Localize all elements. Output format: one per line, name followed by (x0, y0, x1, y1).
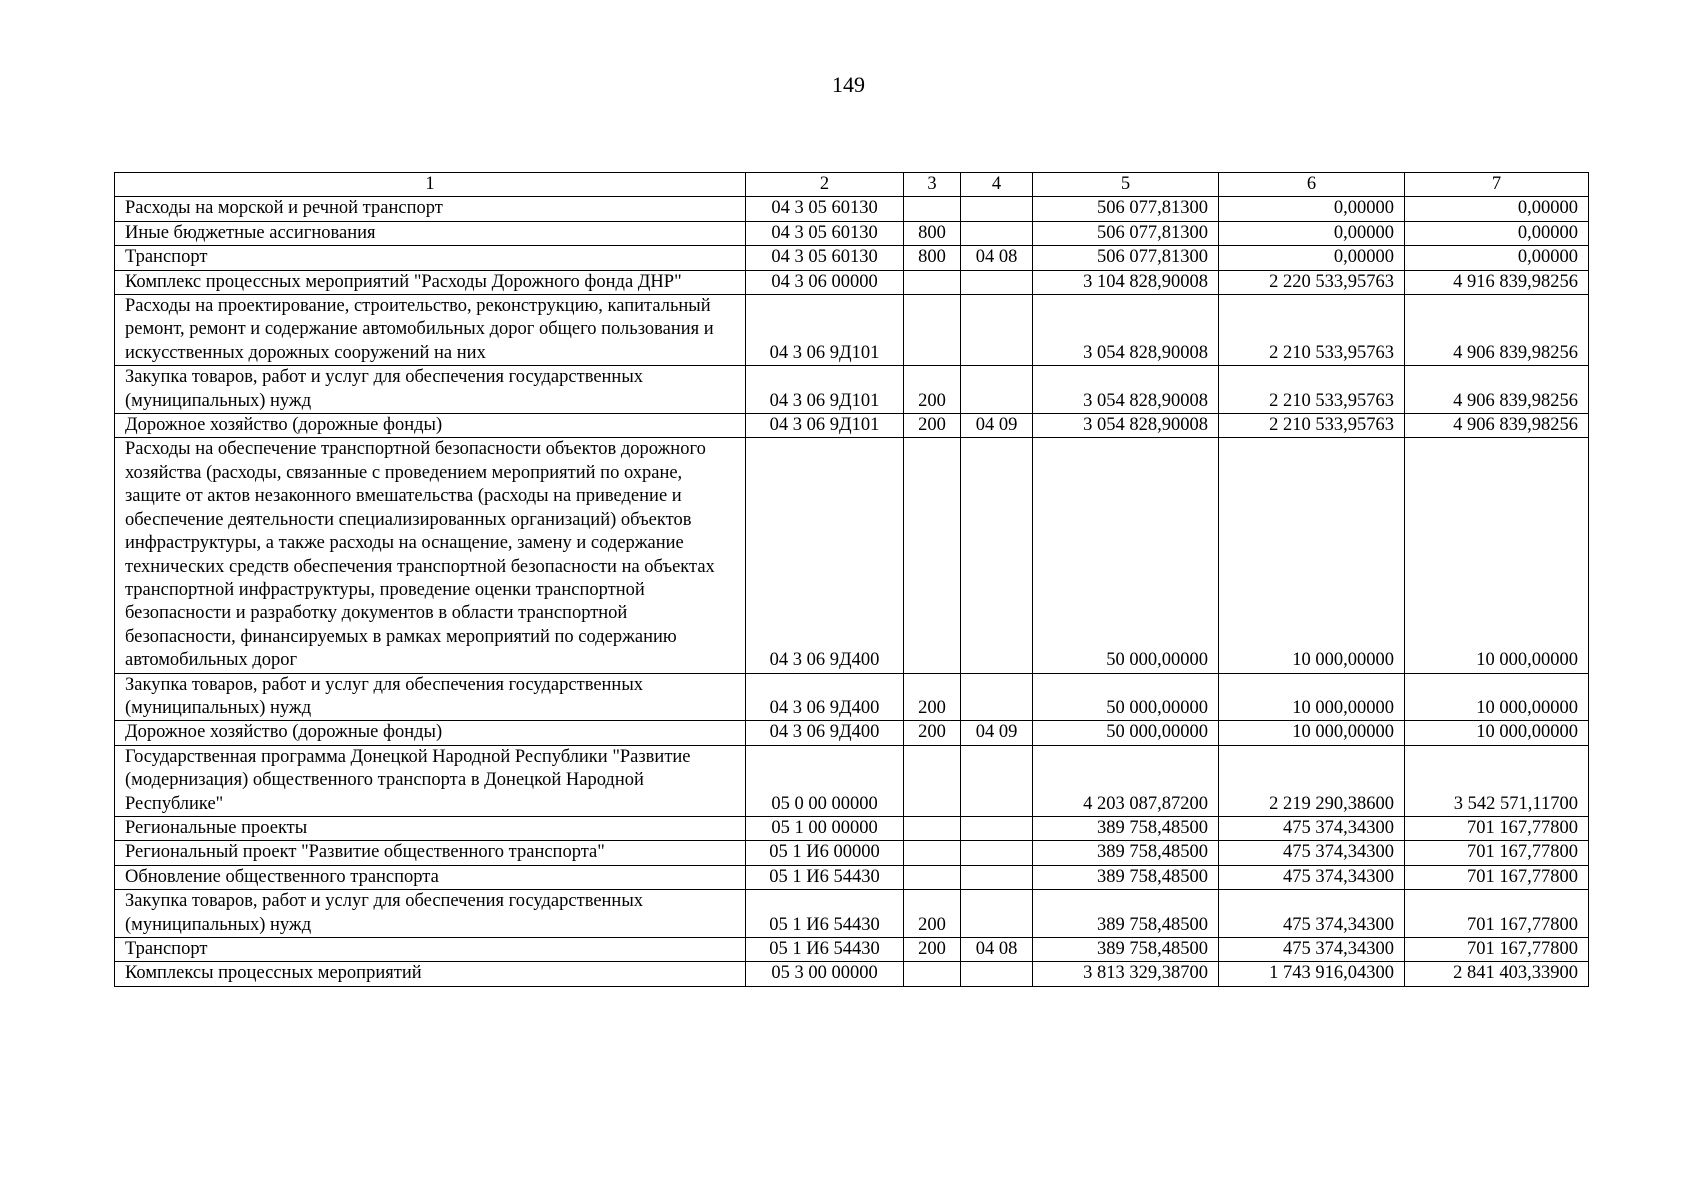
row-code-cell: 05 1 00 00000 (746, 816, 904, 840)
row-amount-col7-cell: 0,00000 (1405, 246, 1589, 270)
row-amount-col6-cell: 2 219 290,38600 (1219, 745, 1405, 816)
row-expense-type-cell (904, 197, 961, 221)
row-name-cell: Комплекс процессных мероприятий "Расходы Дорожного фонда ДНР" (115, 270, 746, 294)
row-amount-col5-cell: 506 077,81300 (1033, 221, 1219, 245)
row-amount-col6-cell: 10 000,00000 (1219, 438, 1405, 673)
column-header-4: 4 (961, 173, 1033, 197)
row-code-cell: 04 3 05 60130 (746, 221, 904, 245)
row-amount-col7-cell: 10 000,00000 (1405, 673, 1589, 721)
row-code-cell: 04 3 05 60130 (746, 246, 904, 270)
table-row (115, 890, 1589, 938)
table-row (115, 745, 1589, 816)
table-row (115, 816, 1589, 840)
table-body (115, 197, 1589, 986)
row-expense-type-cell: 200 (904, 721, 961, 745)
column-header-2: 2 (746, 173, 904, 197)
row-section-cell (961, 270, 1033, 294)
row-section-cell (961, 841, 1033, 865)
row-amount-col7-cell: 701 167,77800 (1405, 841, 1589, 865)
row-amount-col7-cell: 0,00000 (1405, 221, 1589, 245)
row-name-cell: Комплексы процессных мероприятий (115, 962, 746, 986)
row-amount-col7-cell: 3 542 571,11700 (1405, 745, 1589, 816)
row-amount-col6-cell: 2 210 533,95763 (1219, 366, 1405, 414)
row-expense-type-cell (904, 745, 961, 816)
row-expense-type-cell: 200 (904, 890, 961, 938)
row-amount-col6-cell: 0,00000 (1219, 221, 1405, 245)
row-amount-col7-cell: 0,00000 (1405, 197, 1589, 221)
row-amount-col5-cell: 50 000,00000 (1033, 438, 1219, 673)
row-section-cell (961, 890, 1033, 938)
row-code-cell: 04 3 05 60130 (746, 197, 904, 221)
row-code-cell: 04 3 06 9Д400 (746, 438, 904, 673)
row-section-cell (961, 197, 1033, 221)
row-section-cell: 04 08 (961, 938, 1033, 962)
table-row (115, 938, 1589, 962)
row-name-cell: Расходы на проектирование, строительство, реконструкцию, капитальный ремонт, ремонт и содержание автомобильных дорог общего пользования и искусственных дорожных сооружений на них (115, 295, 746, 366)
column-header-3: 3 (904, 173, 961, 197)
row-amount-col5-cell: 50 000,00000 (1033, 721, 1219, 745)
row-name-cell: Расходы на морской и речной транспорт (115, 197, 746, 221)
column-header-7: 7 (1405, 173, 1589, 197)
row-amount-col6-cell: 475 374,34300 (1219, 841, 1405, 865)
row-code-cell: 05 1 И6 00000 (746, 841, 904, 865)
row-amount-col5-cell: 3 054 828,90008 (1033, 414, 1219, 438)
row-code-cell: 04 3 06 9Д101 (746, 366, 904, 414)
row-section-cell (961, 673, 1033, 721)
row-section-cell: 04 09 (961, 721, 1033, 745)
row-amount-col5-cell: 4 203 087,87200 (1033, 745, 1219, 816)
row-expense-type-cell: 200 (904, 938, 961, 962)
row-section-cell (961, 438, 1033, 673)
table-row (115, 270, 1589, 294)
row-amount-col6-cell: 2 220 533,95763 (1219, 270, 1405, 294)
row-amount-col5-cell: 3 054 828,90008 (1033, 366, 1219, 414)
row-code-cell: 05 0 00 00000 (746, 745, 904, 816)
table-row (115, 841, 1589, 865)
row-name-cell: Обновление общественного транспорта (115, 865, 746, 889)
row-amount-col5-cell: 389 758,48500 (1033, 816, 1219, 840)
row-code-cell: 04 3 06 9Д400 (746, 673, 904, 721)
table-row (115, 366, 1589, 414)
row-name-cell: Региональные проекты (115, 816, 746, 840)
row-amount-col7-cell: 10 000,00000 (1405, 721, 1589, 745)
row-expense-type-cell: 200 (904, 366, 961, 414)
row-section-cell (961, 295, 1033, 366)
row-name-cell: Транспорт (115, 938, 746, 962)
row-expense-type-cell (904, 841, 961, 865)
table-row (115, 221, 1589, 245)
row-amount-col6-cell: 475 374,34300 (1219, 816, 1405, 840)
row-amount-col7-cell: 701 167,77800 (1405, 816, 1589, 840)
row-code-cell: 05 3 00 00000 (746, 962, 904, 986)
table-row (115, 962, 1589, 986)
row-expense-type-cell (904, 295, 961, 366)
row-name-cell: Региональный проект "Развитие общественного транспорта" (115, 841, 746, 865)
row-amount-col5-cell: 389 758,48500 (1033, 938, 1219, 962)
row-section-cell (961, 366, 1033, 414)
row-expense-type-cell: 200 (904, 673, 961, 721)
row-amount-col5-cell: 3 054 828,90008 (1033, 295, 1219, 366)
row-name-cell: Государственная программа Донецкой Народной Республики "Развитие (модернизация) общественного транспорта в Донецкой Народной Республике" (115, 745, 746, 816)
row-code-cell: 04 3 06 9Д400 (746, 721, 904, 745)
row-code-cell: 05 1 И6 54430 (746, 865, 904, 889)
table-row (115, 414, 1589, 438)
row-amount-col6-cell: 10 000,00000 (1219, 673, 1405, 721)
row-amount-col5-cell: 389 758,48500 (1033, 841, 1219, 865)
row-expense-type-cell (904, 865, 961, 889)
table-header-row (115, 173, 1589, 197)
row-expense-type-cell: 200 (904, 414, 961, 438)
row-amount-col7-cell: 701 167,77800 (1405, 865, 1589, 889)
row-code-cell: 05 1 И6 54430 (746, 938, 904, 962)
row-section-cell (961, 221, 1033, 245)
row-section-cell (961, 962, 1033, 986)
row-amount-col5-cell: 389 758,48500 (1033, 865, 1219, 889)
row-name-cell: Транспорт (115, 246, 746, 270)
row-name-cell: Дорожное хозяйство (дорожные фонды) (115, 414, 746, 438)
row-section-cell: 04 09 (961, 414, 1033, 438)
page-number: 149 (832, 72, 865, 97)
row-name-cell: Закупка товаров, работ и услуг для обеспечения государственных (муниципальных) нужд (115, 366, 746, 414)
row-amount-col5-cell: 3 104 828,90008 (1033, 270, 1219, 294)
row-amount-col7-cell: 701 167,77800 (1405, 938, 1589, 962)
row-expense-type-cell (904, 816, 961, 840)
row-name-cell: Закупка товаров, работ и услуг для обеспечения государственных (муниципальных) нужд (115, 673, 746, 721)
row-expense-type-cell: 800 (904, 221, 961, 245)
row-expense-type-cell (904, 438, 961, 673)
row-expense-type-cell: 800 (904, 246, 961, 270)
row-amount-col6-cell: 10 000,00000 (1219, 721, 1405, 745)
row-section-cell (961, 816, 1033, 840)
row-amount-col7-cell: 10 000,00000 (1405, 438, 1589, 673)
row-name-cell: Расходы на обеспечение транспортной безопасности объектов дорожного хозяйства (расходы, связанные с проведением мероприятий по охране, защите от актов незаконного вмешательства (расходы на приведение и обеспечение деятельности специализированных организаций) объектов инфраструктуры, а также расходы на оснащение, замену и содержание технических средств обеспечения транспортной безопасности на объектах транспортной инфраструктуры, проведение оценки транспортной безопасности и разработку документов в области транспортной безопасности, финансируемых в рамках мероприятий по содержанию автомобильных дорог (115, 438, 746, 673)
row-amount-col6-cell: 475 374,34300 (1219, 938, 1405, 962)
row-expense-type-cell (904, 962, 961, 986)
row-amount-col6-cell: 0,00000 (1219, 197, 1405, 221)
row-amount-col7-cell: 4 916 839,98256 (1405, 270, 1589, 294)
row-amount-col6-cell: 475 374,34300 (1219, 865, 1405, 889)
table-row (115, 673, 1589, 721)
row-amount-col6-cell: 2 210 533,95763 (1219, 414, 1405, 438)
budget-table (114, 172, 1589, 987)
row-code-cell: 04 3 06 9Д101 (746, 295, 904, 366)
table-row (115, 865, 1589, 889)
row-name-cell: Дорожное хозяйство (дорожные фонды) (115, 721, 746, 745)
row-amount-col6-cell: 475 374,34300 (1219, 890, 1405, 938)
row-amount-col7-cell: 4 906 839,98256 (1405, 414, 1589, 438)
row-amount-col5-cell: 3 813 329,38700 (1033, 962, 1219, 986)
table-row (115, 295, 1589, 366)
table-row (115, 197, 1589, 221)
row-amount-col5-cell: 506 077,81300 (1033, 246, 1219, 270)
row-name-cell: Иные бюджетные ассигнования (115, 221, 746, 245)
row-code-cell: 04 3 06 9Д101 (746, 414, 904, 438)
row-amount-col5-cell: 506 077,81300 (1033, 197, 1219, 221)
row-section-cell (961, 865, 1033, 889)
row-amount-col6-cell: 2 210 533,95763 (1219, 295, 1405, 366)
row-section-cell: 04 08 (961, 246, 1033, 270)
column-header-5: 5 (1033, 173, 1219, 197)
column-header-1: 1 (115, 173, 746, 197)
row-amount-col5-cell: 50 000,00000 (1033, 673, 1219, 721)
row-code-cell: 04 3 06 00000 (746, 270, 904, 294)
row-section-cell (961, 745, 1033, 816)
row-amount-col7-cell: 4 906 839,98256 (1405, 295, 1589, 366)
row-amount-col7-cell: 701 167,77800 (1405, 890, 1589, 938)
table-row (115, 438, 1589, 673)
row-amount-col6-cell: 1 743 916,04300 (1219, 962, 1405, 986)
row-amount-col7-cell: 4 906 839,98256 (1405, 366, 1589, 414)
row-expense-type-cell (904, 270, 961, 294)
row-amount-col7-cell: 2 841 403,33900 (1405, 962, 1589, 986)
column-header-6: 6 (1219, 173, 1405, 197)
row-amount-col6-cell: 0,00000 (1219, 246, 1405, 270)
row-name-cell: Закупка товаров, работ и услуг для обеспечения государственных (муниципальных) нужд (115, 890, 746, 938)
row-code-cell: 05 1 И6 54430 (746, 890, 904, 938)
table-row (115, 721, 1589, 745)
row-amount-col5-cell: 389 758,48500 (1033, 890, 1219, 938)
table-row (115, 246, 1589, 270)
